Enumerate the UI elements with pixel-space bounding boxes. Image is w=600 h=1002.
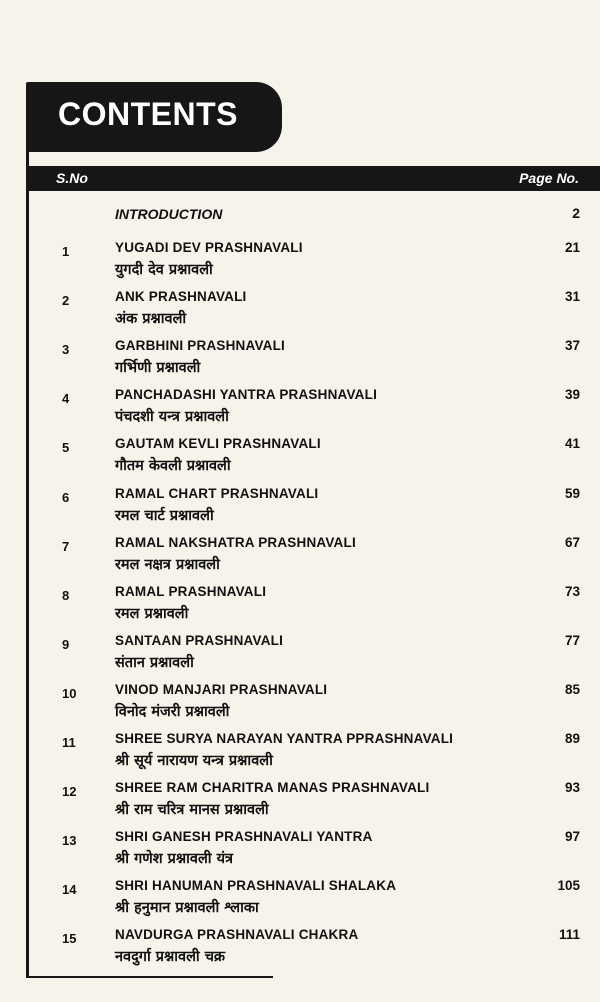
entry-title-hindi: गौतम केवली प्रश्नावली <box>115 458 231 474</box>
entry-title-english: RAMAL CHART PRASHNAVALI <box>115 486 319 501</box>
entry-serial-number: 3 <box>62 342 70 357</box>
contents-entry <box>0 731 600 777</box>
entry-title-hindi: रमल प्रश्नावली <box>115 606 189 622</box>
entry-page-number: 59 <box>564 486 580 501</box>
entry-title-hindi: नवदुर्गा प्रश्नावली चक्र <box>115 949 226 965</box>
entry-page-number: 97 <box>564 829 580 844</box>
entry-page-number: 89 <box>564 731 580 746</box>
entry-title-english: VINOD MANJARI PRASHNAVALI <box>115 682 328 697</box>
contents-entry <box>0 927 600 973</box>
entry-page-number: 111 <box>558 927 580 942</box>
contents-entry <box>0 584 600 630</box>
entry-title-english: NAVDURGA PRASHNAVALI CHAKRA <box>115 927 359 942</box>
entry-title-english: GARBHINI PRASHNAVALI <box>115 338 286 353</box>
entry-page-number: 21 <box>564 240 580 255</box>
entry-page-number: 37 <box>564 338 580 353</box>
entry-title-hindi: श्री हनुमान प्रश्नावली श्लाका <box>115 900 259 916</box>
entry-title-english: SHREE RAM CHARITRA MANAS PRASHNAVALI <box>115 780 430 795</box>
entry-page-number: 39 <box>564 387 580 402</box>
contents-entry <box>0 682 600 728</box>
entry-serial-number: 4 <box>62 391 70 406</box>
entry-serial-number: 15 <box>62 931 77 946</box>
entry-title-hindi: अंक प्रश्नावली <box>115 311 187 327</box>
entry-serial-number: 8 <box>62 588 70 603</box>
entry-page-number: 31 <box>564 289 580 304</box>
entry-title-english: SHRI HANUMAN PRASHNAVALI SHALAKA <box>115 878 397 893</box>
entry-title-hindi: श्री राम चरित्र मानस प्रश्नावली <box>115 802 269 818</box>
entry-page-number: 85 <box>564 682 580 697</box>
entry-serial-number: 7 <box>62 539 70 554</box>
entry-page-number: 105 <box>557 878 580 893</box>
entry-title-hindi: रमल चार्ट प्रश्नावली <box>115 508 214 524</box>
contents-entry <box>0 829 600 875</box>
entry-title-english: RAMAL NAKSHATRA PRASHNAVALI <box>115 535 356 550</box>
contents-entry <box>0 878 600 924</box>
entry-serial-number: 13 <box>62 833 77 848</box>
contents-entry <box>0 338 600 384</box>
page-column-header: Page No. <box>519 170 579 186</box>
entry-serial-number: 11 <box>62 735 76 750</box>
entry-title-english: SHREE SURYA NARAYAN YANTRA PPRASHNAVALI <box>115 731 454 746</box>
entry-title-english: RAMAL PRASHNAVALI <box>115 584 267 599</box>
contents-entry <box>0 780 600 826</box>
entry-title-hindi: श्री सूर्य नारायण यन्त्र प्रश्नावली <box>115 753 273 769</box>
entry-serial-number: 12 <box>62 784 77 799</box>
entry-serial-number: 2 <box>62 293 70 308</box>
entry-serial-number: 10 <box>62 686 77 701</box>
introduction-title: INTRODUCTION <box>115 206 223 222</box>
contents-entry <box>0 486 600 532</box>
entry-serial-number: 5 <box>62 440 70 455</box>
sno-column-header: S.No <box>56 170 88 186</box>
introduction-page-number: 2 <box>572 205 580 221</box>
entry-title-english: ANK PRASHNAVALI <box>115 289 247 304</box>
contents-entry <box>0 436 600 482</box>
entry-title-english: SHRI GANESH PRASHNAVALI YANTRA <box>115 829 373 844</box>
entry-page-number: 41 <box>564 436 580 451</box>
entry-title-english: GAUTAM KEVLI PRASHNAVALI <box>115 436 321 451</box>
entry-title-hindi: श्री गणेश प्रश्नावली यंत्र <box>115 851 233 867</box>
contents-entry <box>0 387 600 433</box>
contents-entry <box>0 240 600 286</box>
entry-serial-number: 1 <box>62 244 70 259</box>
entry-serial-number: 6 <box>62 490 70 505</box>
entry-page-number: 73 <box>564 584 580 599</box>
entry-title-english: SANTAAN PRASHNAVALI <box>115 633 284 648</box>
page-title: CONTENTS <box>58 96 238 132</box>
entry-page-number: 93 <box>564 780 580 795</box>
entry-title-english: PANCHADASHI YANTRA PRASHNAVALI <box>115 387 378 402</box>
entry-page-number: 77 <box>564 633 580 648</box>
entry-page-number: 67 <box>564 535 580 550</box>
contents-entry <box>0 535 600 581</box>
contents-entry <box>0 289 600 335</box>
entry-title-hindi: विनोद मंजरी प्रश्नावली <box>115 704 230 720</box>
entry-serial-number: 14 <box>62 882 77 897</box>
entry-title-hindi: गर्भिणी प्रश्नावली <box>115 360 201 376</box>
contents-entry <box>0 633 600 679</box>
entry-title-hindi: रमल नक्षत्र प्रश्नावली <box>115 557 220 573</box>
entry-title-english: YUGADI DEV PRASHNAVALI <box>115 240 303 255</box>
entry-title-hindi: संतान प्रश्नावली <box>115 655 194 671</box>
entry-serial-number: 9 <box>62 637 70 652</box>
entry-title-hindi: पंचदशी यन्त्र प्रश्नावली <box>115 409 229 425</box>
entry-title-hindi: युगदी देव प्रश्नावली <box>115 262 213 278</box>
